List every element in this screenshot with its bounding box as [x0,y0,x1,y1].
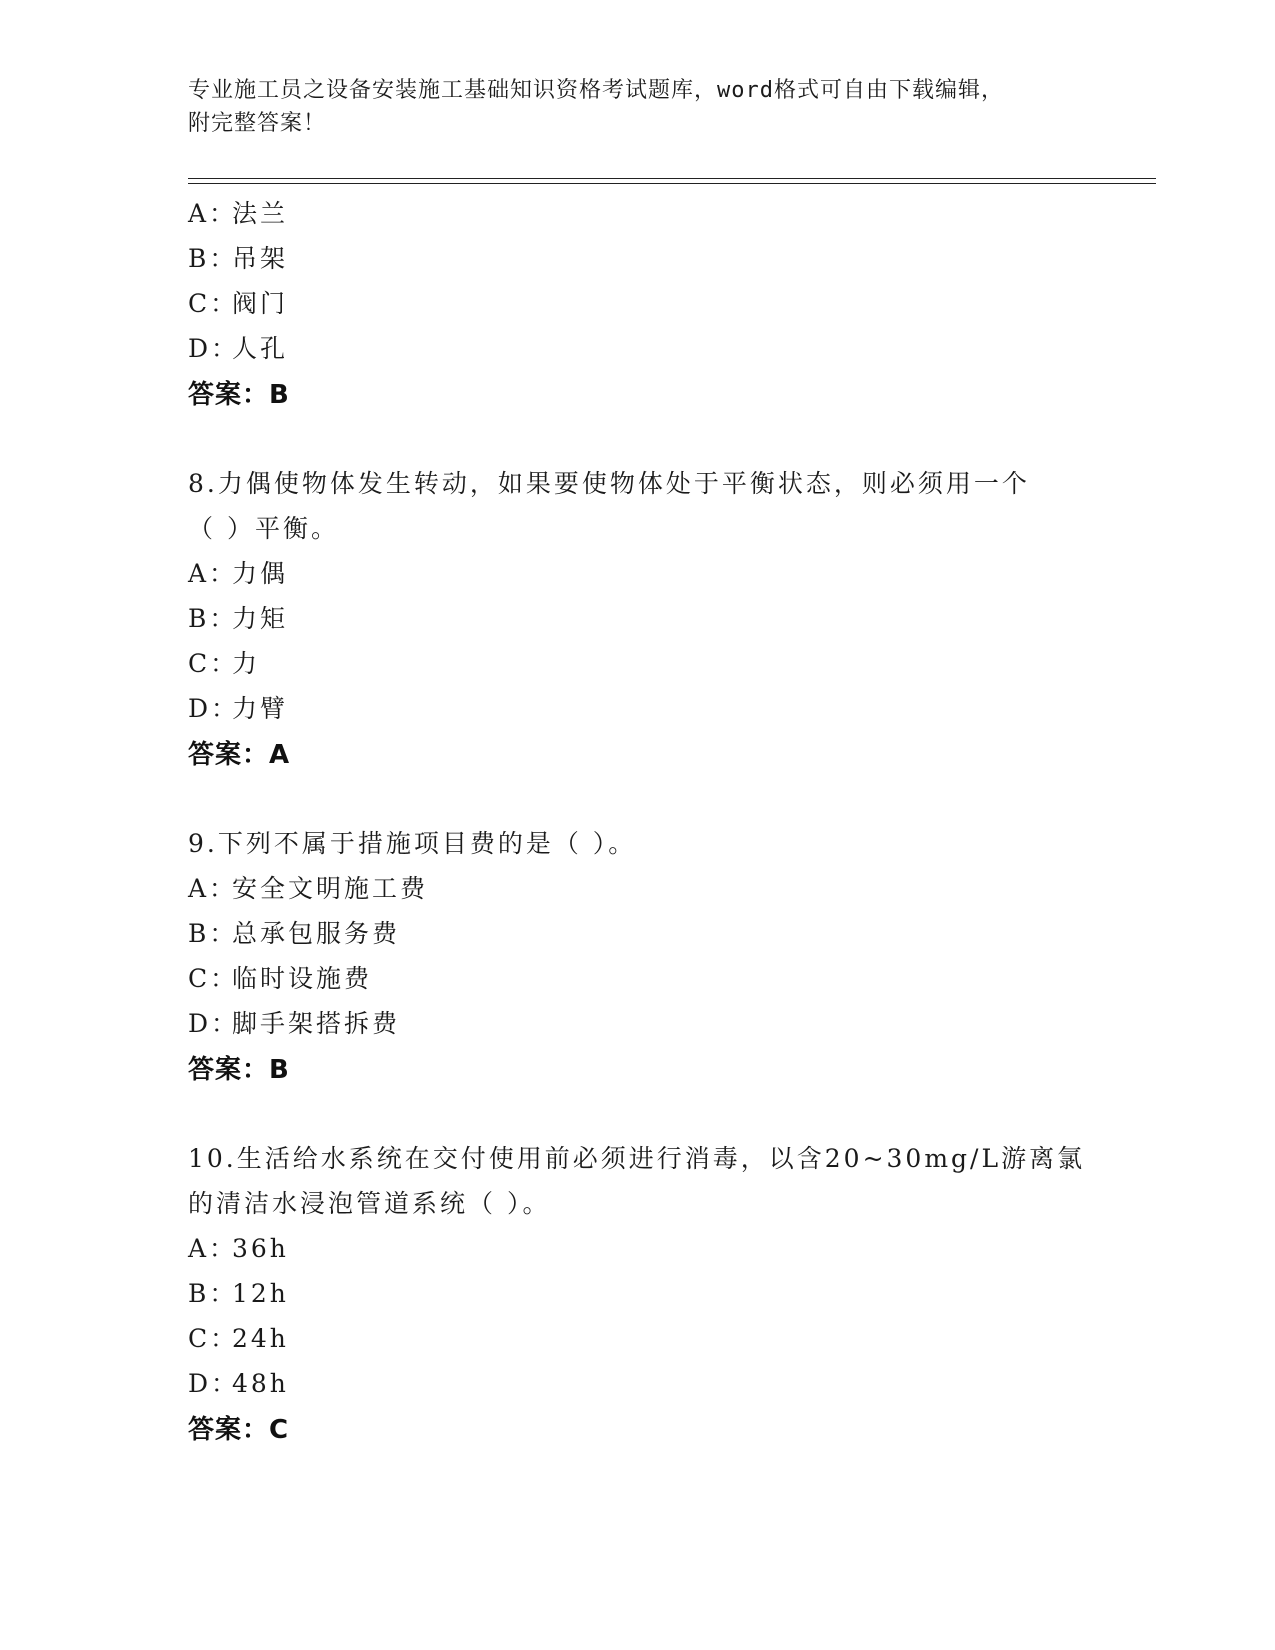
document-header [188,74,1088,140]
q10-stem-line-2: 的清洁水浸泡管道系统（ ）。 [188,1189,551,1218]
header-divider-top [188,178,1156,179]
q9-option-d: D：脚手架搭拆费 [188,1009,401,1038]
q8-stem-line-2: （ ）平衡。 [188,514,339,543]
q8-stem-line-1: 8.力偶使物体发生转动，如果要使物体处于平衡状态，则必须用一个 [188,469,1030,498]
q7-option-c: C：阀门 [188,289,289,318]
q7-option-d: D：人孔 [188,334,289,363]
q9-stem-line-1: 9.下列不属于措施项目费的是（ ）。 [188,829,637,858]
q9-option-c: C：临时设施费 [188,964,373,993]
q7-option-b: B：吊架 [188,244,289,273]
q8-option-d: D：力臂 [188,694,289,723]
q10-option-c: C：24h [188,1324,289,1353]
q7-answer: 答案：B [188,380,290,410]
q8-option-b: B：力矩 [188,604,289,633]
q8-option-c: C：力 [188,649,261,678]
q10-answer: 答案：C [188,1415,290,1445]
q9-option-b: B：总承包服务费 [188,919,401,948]
header-line-1: 专业施工员之设备安装施工基础知识资格考试题库，word格式可自由下载编辑， [188,78,1004,103]
q8-answer: 答案：A [188,740,291,770]
q9-option-a: A：安全文明施工费 [188,874,429,903]
q10-option-a: A：36h [188,1234,289,1263]
q9-answer: 答案：B [188,1055,290,1085]
q7-option-a: A：法兰 [188,199,289,228]
q10-option-b: B：12h [188,1279,289,1308]
q10-option-d: D：48h [188,1369,289,1398]
q10-stem-line-1: 10.生活给水系统在交付使用前必须进行消毒，以含20~30mg/L游离氯 [188,1144,1086,1173]
q8-option-a: A：力偶 [188,559,289,588]
header-line-2: 附完整答案！ [188,111,327,136]
header-divider-bottom [188,183,1156,184]
